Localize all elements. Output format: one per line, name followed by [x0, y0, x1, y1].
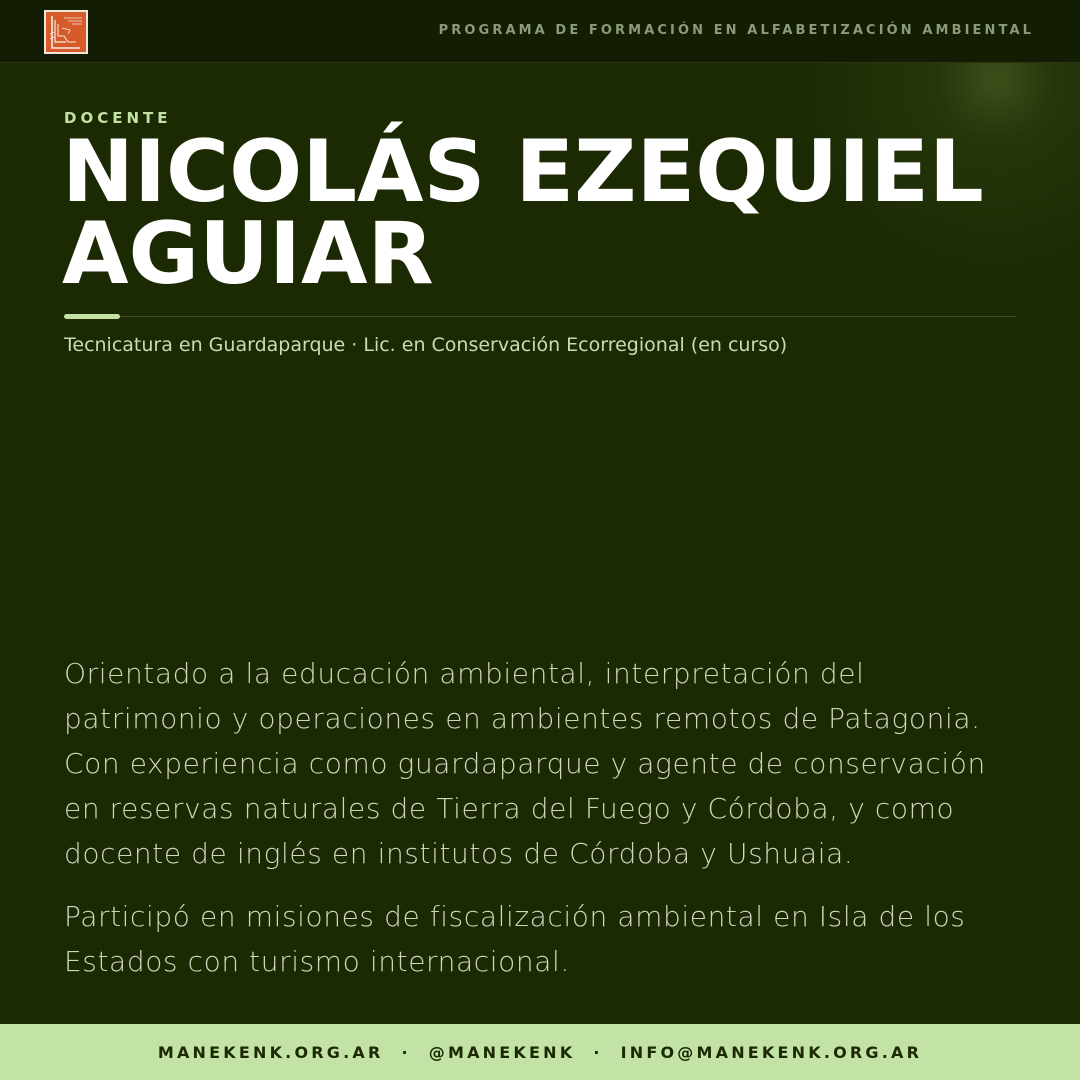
teacher-name-line-1: NICOLÁS EZEQUIEL — [62, 122, 984, 222]
footer-separator: · — [593, 1042, 603, 1062]
role-label: DOCENTE — [64, 109, 172, 127]
divider — [64, 316, 1016, 317]
teacher-name-line-2: AGUIAR — [62, 204, 434, 304]
teacher-name — [62, 122, 1052, 304]
bio-paragraph-1: Orientado a la educación ambiental, interpretación del patrimonio y operaciones en ambientes remotos de Patagonia. Con experiencia como guardaparque y agente de conservación en reservas naturales de Tierra del Fuego y Córdoba, y como docente de inglés en institutos de Córdoba y Ushuaia. — [64, 657, 986, 870]
website-link[interactable]: MANEKENK.ORG.AR — [157, 1042, 384, 1062]
manekenk-logo-icon[interactable] — [44, 10, 88, 54]
footer-separator: · — [401, 1042, 411, 1062]
email-link[interactable]: INFO@MANEKENK.ORG.AR — [620, 1042, 923, 1062]
bio-paragraph-2: Participó en misiones de fiscalización ambiental en Isla de los Estados con turismo internacional. — [64, 900, 966, 978]
credentials: Tecnicatura en Guardaparque · Lic. en Conservación Ecorregional (en curso) — [64, 334, 788, 356]
footer-bar — [0, 1024, 1080, 1080]
header-bar — [0, 0, 1080, 63]
social-handle-link[interactable]: @MANEKENK — [428, 1042, 576, 1062]
biography — [64, 651, 1014, 1002]
divider-accent — [64, 314, 120, 319]
program-title: PROGRAMA DE FORMACIÓN EN ALFABETIZACIÓN AMBIENTAL — [438, 23, 1034, 38]
